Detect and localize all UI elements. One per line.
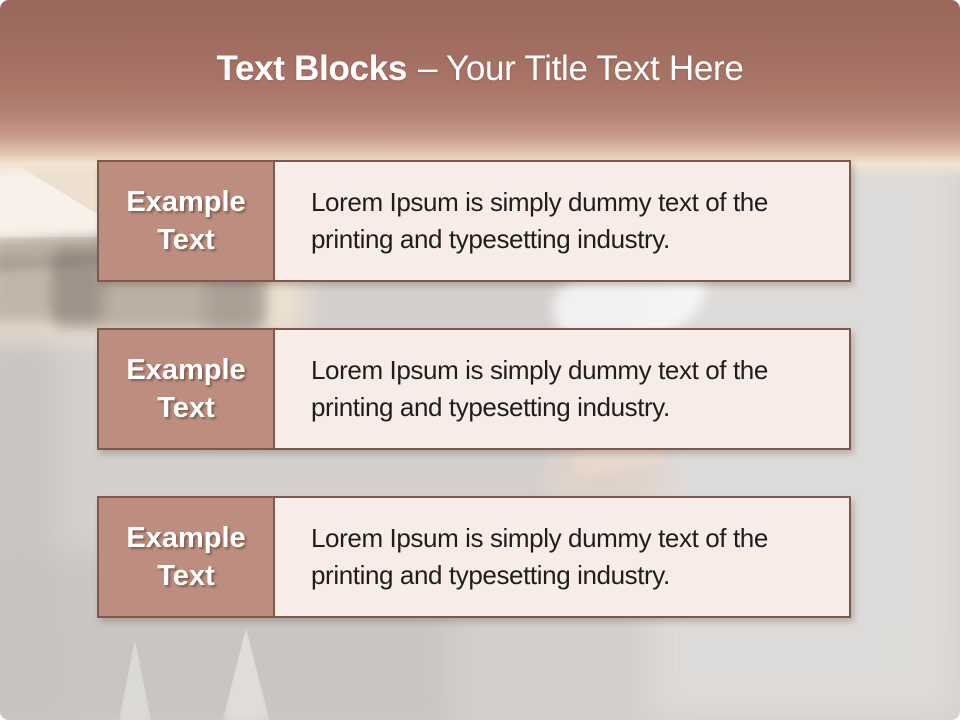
example-label: Example Text xyxy=(126,186,246,256)
title-emphasis: Text Blocks xyxy=(216,49,408,88)
text-block-row-1 xyxy=(97,160,851,282)
body-text-cell xyxy=(275,162,849,280)
example-label-cell xyxy=(99,330,275,448)
body-text-cell xyxy=(275,330,849,448)
text-block-row-2 xyxy=(97,328,851,450)
body-text-line: Lorem Ipsum is simply dummy text of the xyxy=(311,523,768,553)
body-text-line: printing and typesetting industry. xyxy=(311,560,670,590)
example-label: Example Text xyxy=(126,522,246,592)
title-banner xyxy=(0,0,960,178)
example-label-cell xyxy=(99,162,275,280)
slide-title xyxy=(0,49,960,89)
body-text-line: printing and typesetting industry. xyxy=(311,224,670,254)
body-text-line: printing and typesetting industry. xyxy=(311,392,670,422)
title-subtitle: – Your Title Text Here xyxy=(418,49,744,88)
body-text-cell xyxy=(275,498,849,616)
text-block-row-3 xyxy=(97,496,851,618)
body-text-line: Lorem Ipsum is simply dummy text of the xyxy=(311,187,768,217)
example-label: Example Text xyxy=(126,354,246,424)
body-text-line: Lorem Ipsum is simply dummy text of the xyxy=(311,355,768,385)
camera-lens-shape xyxy=(0,260,103,322)
example-label-cell xyxy=(99,498,275,616)
background-left-shade xyxy=(0,320,55,720)
